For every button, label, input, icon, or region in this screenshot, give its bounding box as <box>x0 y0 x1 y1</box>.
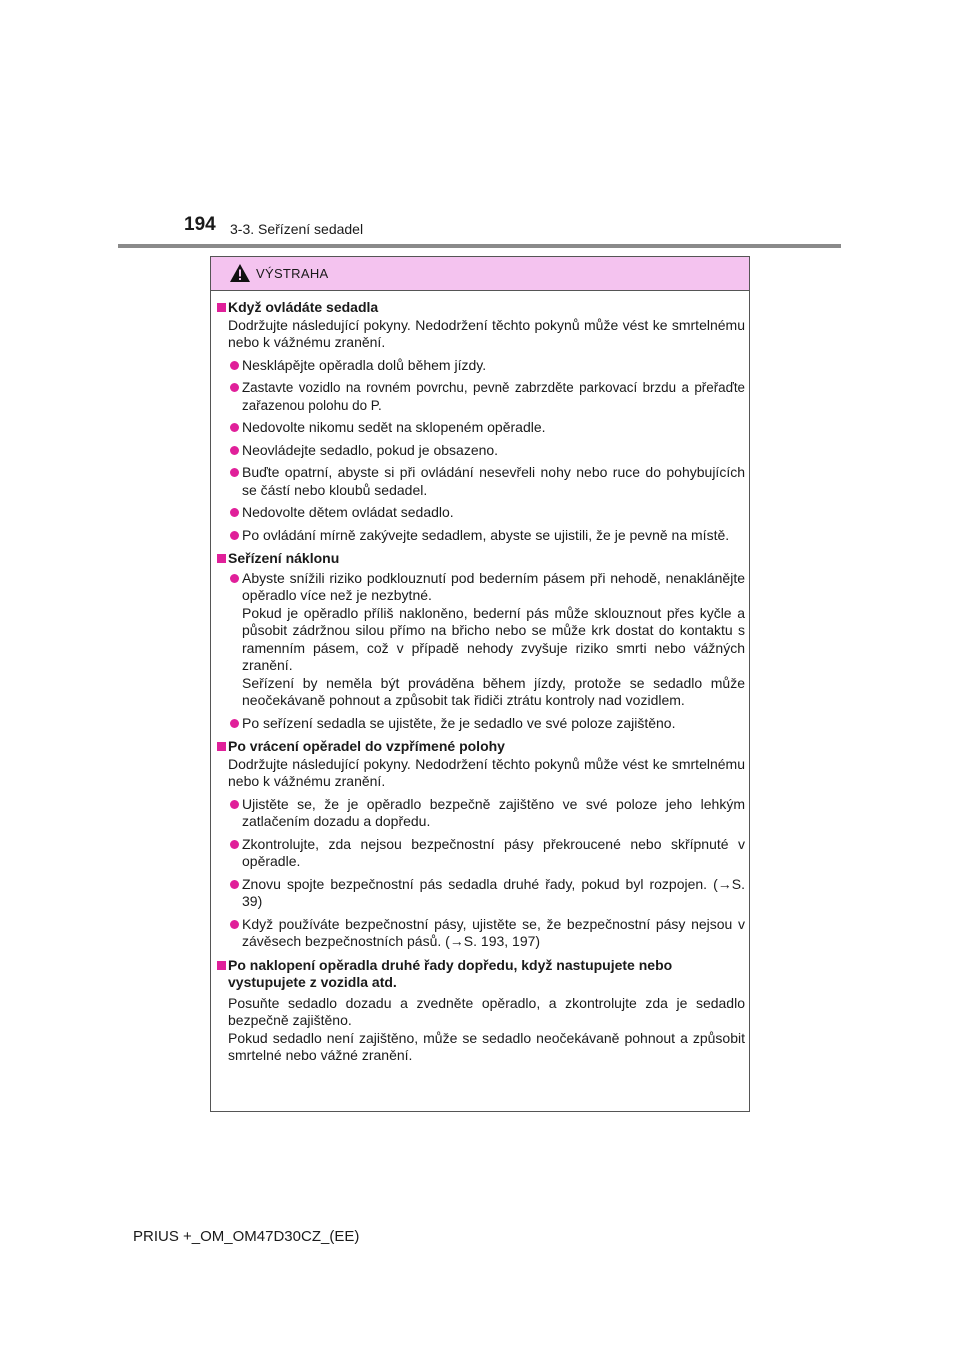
section-heading: Když ovládáte sedadla <box>217 299 745 317</box>
section-heading: Po vrácení opěradel do vzpřímené polohy <box>217 738 745 756</box>
round-bullet-icon <box>230 468 239 477</box>
warning-box <box>210 256 750 1112</box>
list-item: Nedovolte nikomu sedět na sklopeném opěradle. <box>217 419 745 437</box>
round-bullet-icon <box>230 800 239 809</box>
round-bullet-icon <box>230 840 239 849</box>
list-item: Abyste snížili riziko podklouznutí pod bederním pásem při nehodě, nenaklánějte opěradlo více než je nezbytné. <box>217 570 745 605</box>
round-bullet-icon <box>230 508 239 517</box>
page-number: 194 <box>184 214 216 235</box>
list-item: Po seřízení sedadla se ujistěte, že je sedadlo ve své poloze zajištěno. <box>217 715 745 733</box>
list-item: Neovládejte sedadlo, pokud je obsazeno. <box>217 442 745 460</box>
warning-triangle-icon <box>229 263 251 283</box>
warning-content <box>217 299 745 1065</box>
list-item: Zastavte vozidlo na rovném povrchu, pevně zabrzděte parkovací brzdu a přeřaďte zařazenou polohu do P. <box>217 379 745 414</box>
list-item: Znovu spojte bezpečnostní pás sedadla druhé řady, pokud byl rozpojen. (→S. 39) <box>217 876 745 911</box>
paragraph: Seřízení by neměla být prováděna během jízdy, protože se sedadlo může neočekávaně pohnout a způsobit tak řidiči ztrátu kontroly nad vozidlem. <box>242 674 745 708</box>
warning-title: VÝSTRAHA <box>256 266 329 281</box>
round-bullet-icon <box>230 531 239 540</box>
list-item: Když používáte bezpečnostní pásy, ujistěte se, že bezpečnostní pásy nejsou v závěsech bezpečnostních pásů. (→S. 193, 197) <box>217 916 745 951</box>
header-rule <box>118 244 841 248</box>
list-item: Ujistěte se, že je opěradlo bezpečně zajištěno ve své poloze jeho lehkým zatlačením dozadu a dopředu. <box>217 796 745 831</box>
square-bullet-icon <box>217 961 226 970</box>
section-heading: Po naklopení opěradla druhé řady dopředu, když nastupujete nebo vystupujete z vozidla atd. <box>217 957 745 992</box>
paragraph: Posuňte sedadlo dozadu a zvedněte opěradlo, a zkontrolujte zda je sedadlo bezpečně zajištěno. <box>228 994 745 1028</box>
square-bullet-icon <box>217 742 226 751</box>
round-bullet-icon <box>230 719 239 728</box>
round-bullet-icon <box>230 383 239 392</box>
list-item: Po ovládání mírně zakývejte sedadlem, abyste se ujistili, že je pevně na místě. <box>217 527 745 545</box>
round-bullet-icon <box>230 361 239 370</box>
section-title: 3-3. Seřízení sedadel <box>230 221 364 237</box>
square-bullet-icon <box>217 554 226 563</box>
section-heading: Seřízení náklonu <box>217 550 745 568</box>
list-item: Nedovolte dětem ovládat sedadlo. <box>217 504 745 522</box>
square-bullet-icon <box>217 303 226 312</box>
round-bullet-icon <box>230 880 239 889</box>
round-bullet-icon <box>230 446 239 455</box>
paragraph: Pokud sedadlo není zajištěno, může se sedadlo neočekávaně pohnout a způsobit smrtelné nebo vážné zranění. <box>228 1029 745 1063</box>
list-item: Nesklápějte opěradla dolů během jízdy. <box>217 357 745 375</box>
paragraph: Pokud je opěradlo příliš nakloněno, bederní pás může sklouznout přes kyčle a působit zádržnou silou přímo na břicho nebo se může krk dostat do kontaktu s ramenním pásem, což v případě nehody zvyšuje riziko smrti nebo vážných zranění. <box>242 604 745 673</box>
round-bullet-icon <box>230 574 239 583</box>
round-bullet-icon <box>230 423 239 432</box>
paragraph: Dodržujte následující pokyny. Nedodržení těchto pokynů může vést ke smrtelnému nebo k vážnému zranění. <box>228 755 745 789</box>
list-item: Zkontrolujte, zda nejsou bezpečnostní pásy překroucené nebo skřípnuté v opěradle. <box>217 836 745 871</box>
paragraph: Dodržujte následující pokyny. Nedodržení těchto pokynů může vést ke smrtelnému nebo k vážnému zranění. <box>228 316 745 350</box>
document-code: PRIUS +_OM_OM47D30CZ_(EE) <box>133 1228 360 1245</box>
round-bullet-icon <box>230 920 239 929</box>
list-item: Buďte opatrní, abyste si při ovládání nesevřeli nohy nebo ruce do pohybujících se částí nebo kloubů sedadel. <box>217 464 745 499</box>
warning-header <box>211 257 749 291</box>
